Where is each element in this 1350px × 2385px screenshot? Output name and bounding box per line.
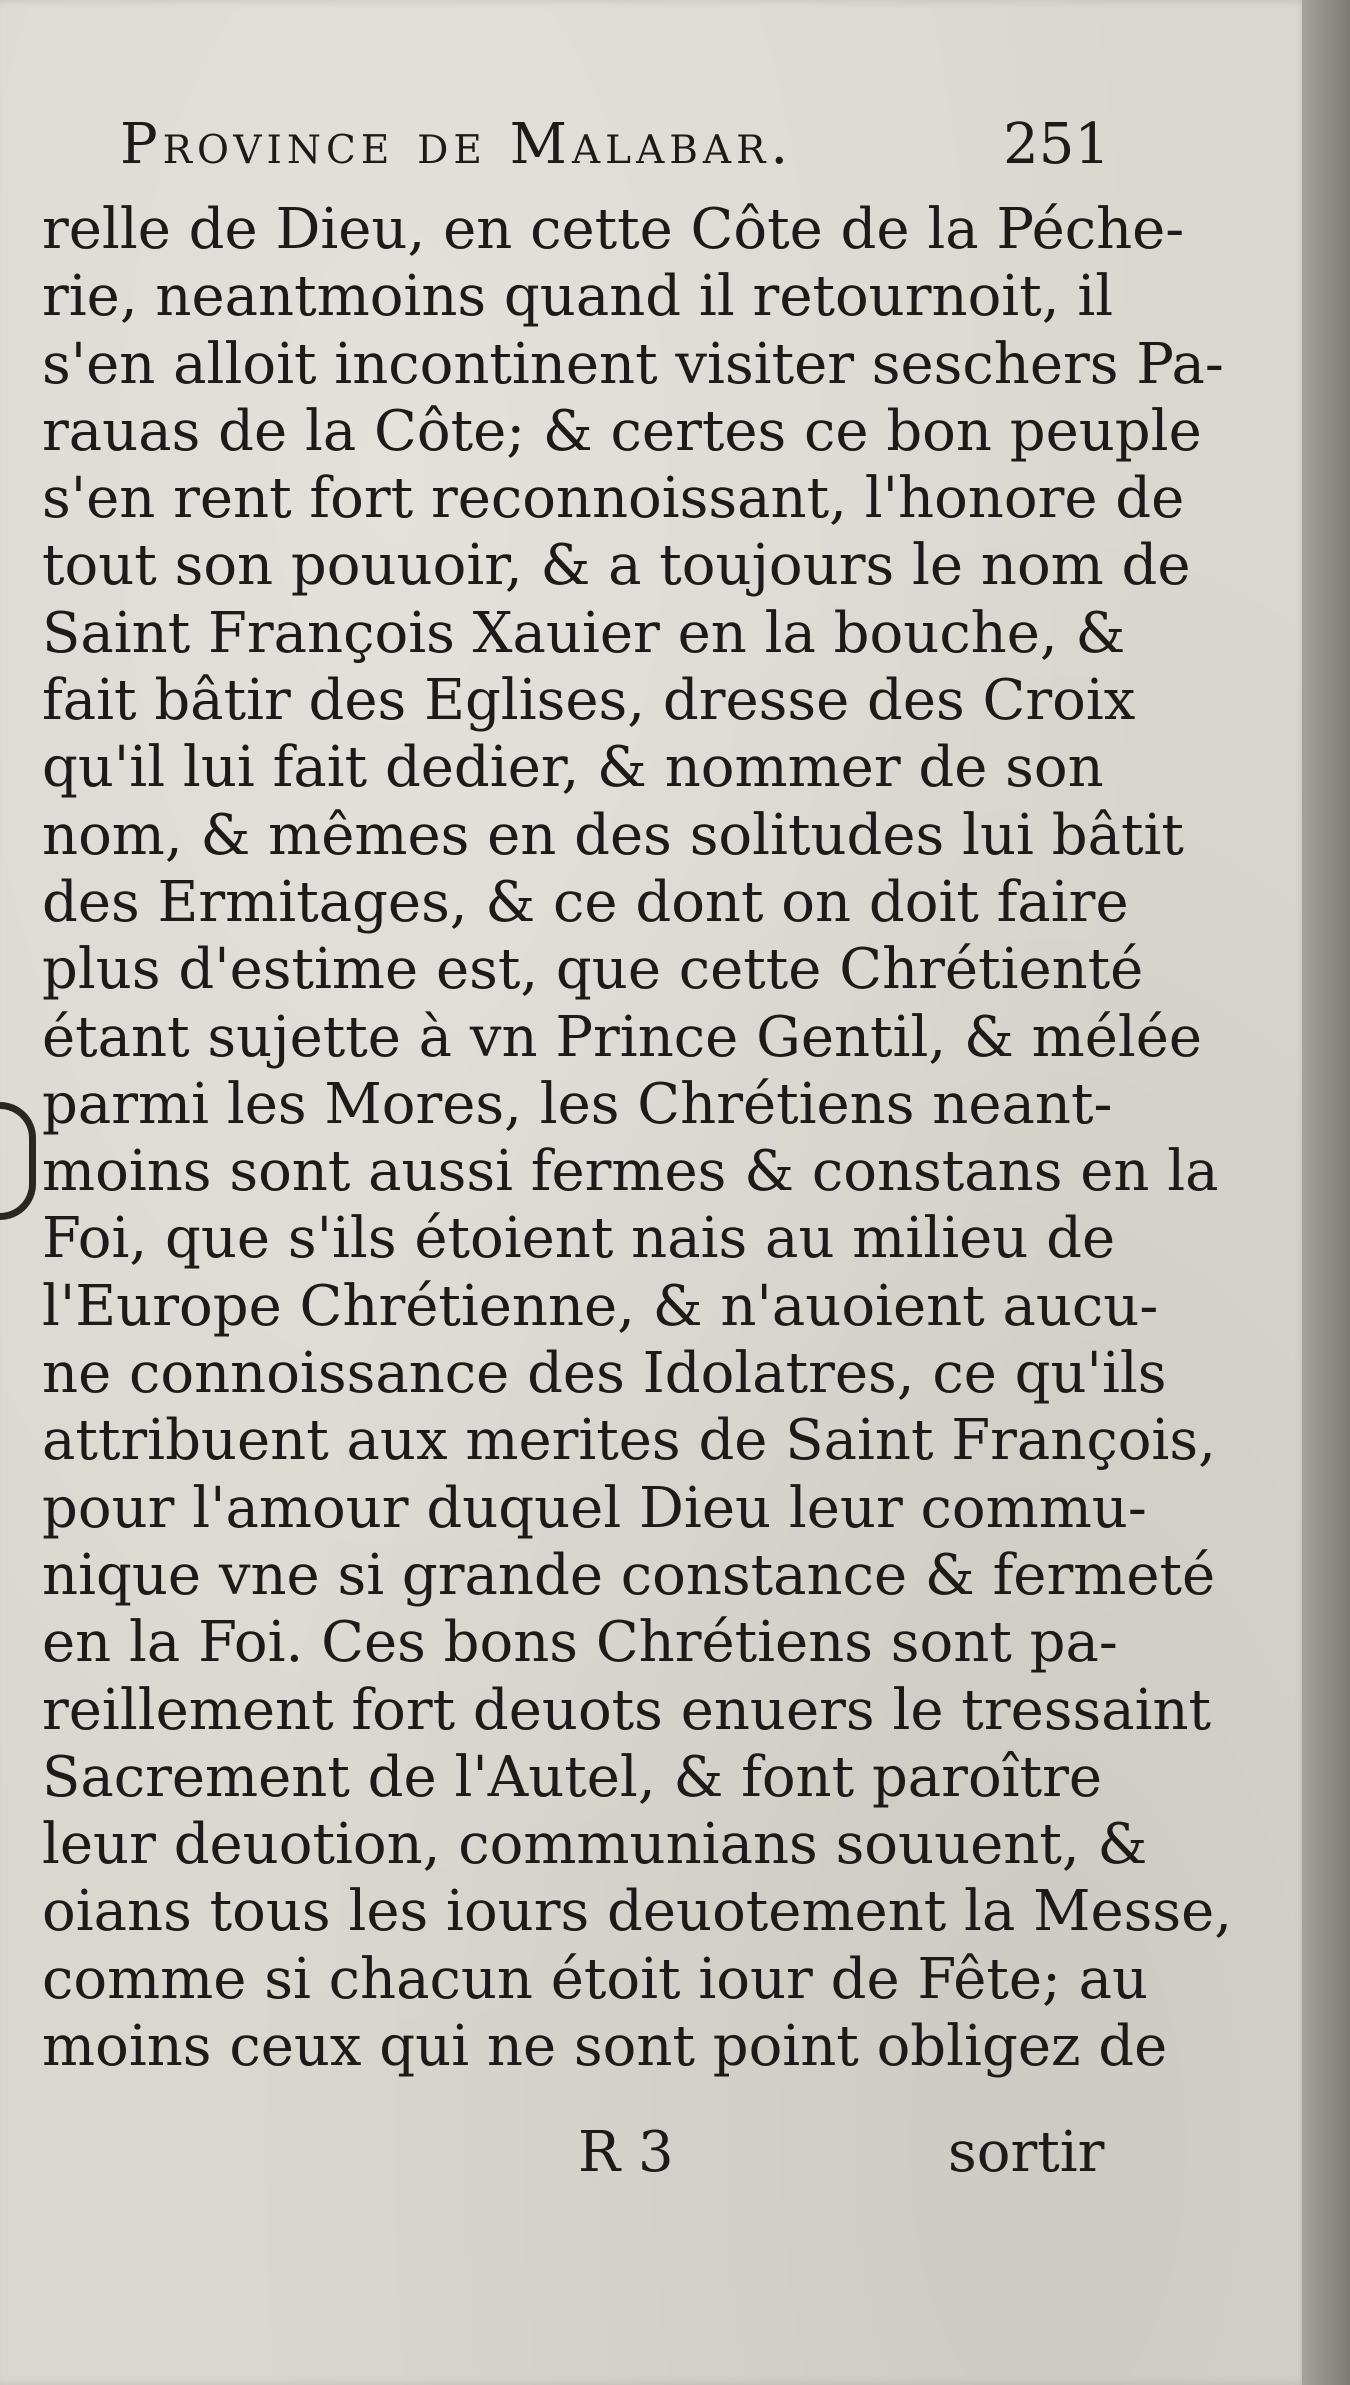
signature-mark: R 3 <box>578 2120 674 2185</box>
text-line: Foi, que s'ils étoient nais au milieu de <box>42 1206 1116 1272</box>
text-line: Saint François Xauier en la bouche, & <box>42 600 1126 666</box>
text-line: oians tous les iours deuotement la Messe, <box>42 1879 1233 1945</box>
text-line: ne connoissance des Idolatres, ce qu'ils <box>42 1341 1167 1407</box>
text-line: qu'il lui fait dedier, & nommer de son <box>42 735 1104 801</box>
text-line: nique vne si grande constance & fermeté <box>42 1542 1216 1608</box>
text-line: leur deuotion, communians souuent, & <box>42 1812 1148 1878</box>
body-text <box>42 196 1233 2080</box>
text-line: fait bâtir des Eglises, dresse des Croix <box>42 668 1136 734</box>
text-line: rauas de la Côte; & certes ce bon peuple <box>42 398 1202 464</box>
text-line: reillement fort deuots enuers le tressaint <box>42 1677 1212 1743</box>
text-line: l'Europe Chrétienne, & n'auoient aucu- <box>42 1273 1159 1339</box>
text-line: rie, neantmoins quand il retournoit, il <box>42 264 1114 330</box>
text-line: moins sont aussi fermes & constans en la <box>42 1139 1219 1205</box>
text-line: attribuent aux merites de Saint François, <box>42 1408 1216 1474</box>
text-line: nom, & mêmes en des solitudes lui bâtit <box>42 802 1184 868</box>
catchword: sortir <box>948 2120 1105 2185</box>
text-line: relle de Dieu, en cette Côte de la Péche- <box>42 197 1185 262</box>
text-line: comme si chacun étoit iour de Fête; au <box>42 1946 1149 2012</box>
page-number: 251 <box>1003 112 1110 177</box>
text-line: tout son pouuoir, & a toujours le nom de <box>42 533 1191 599</box>
running-head: Province de Malabar. <box>120 112 794 177</box>
page-footer <box>0 2120 1310 2200</box>
text-line: s'en alloit incontinent visiter seschers Pa- <box>42 331 1224 397</box>
text-line: moins ceux qui ne sont point obligez de <box>42 2014 1168 2080</box>
page-header <box>120 112 1110 192</box>
text-line: pour l'amour duquel Dieu leur commu- <box>42 1475 1147 1541</box>
text-line: Sacrement de l'Autel, & font paroître <box>42 1744 1102 1810</box>
text-line: étant sujette à vn Prince Gentil, & mélée <box>42 1004 1203 1070</box>
text-line: s'en rent fort reconnoissant, l'honore de <box>42 466 1185 532</box>
binding-hole-mark <box>0 1102 36 1220</box>
text-line: des Ermitages, & ce dont on doit faire <box>42 869 1129 935</box>
page-edge <box>1302 0 1350 2385</box>
text-line: parmi les Mores, les Chrétiens neant- <box>42 1071 1113 1137</box>
text-line: en la Foi. Ces bons Chrétiens sont pa- <box>42 1610 1118 1676</box>
text-line: plus d'estime est, que cette Chrétienté <box>42 937 1144 1003</box>
